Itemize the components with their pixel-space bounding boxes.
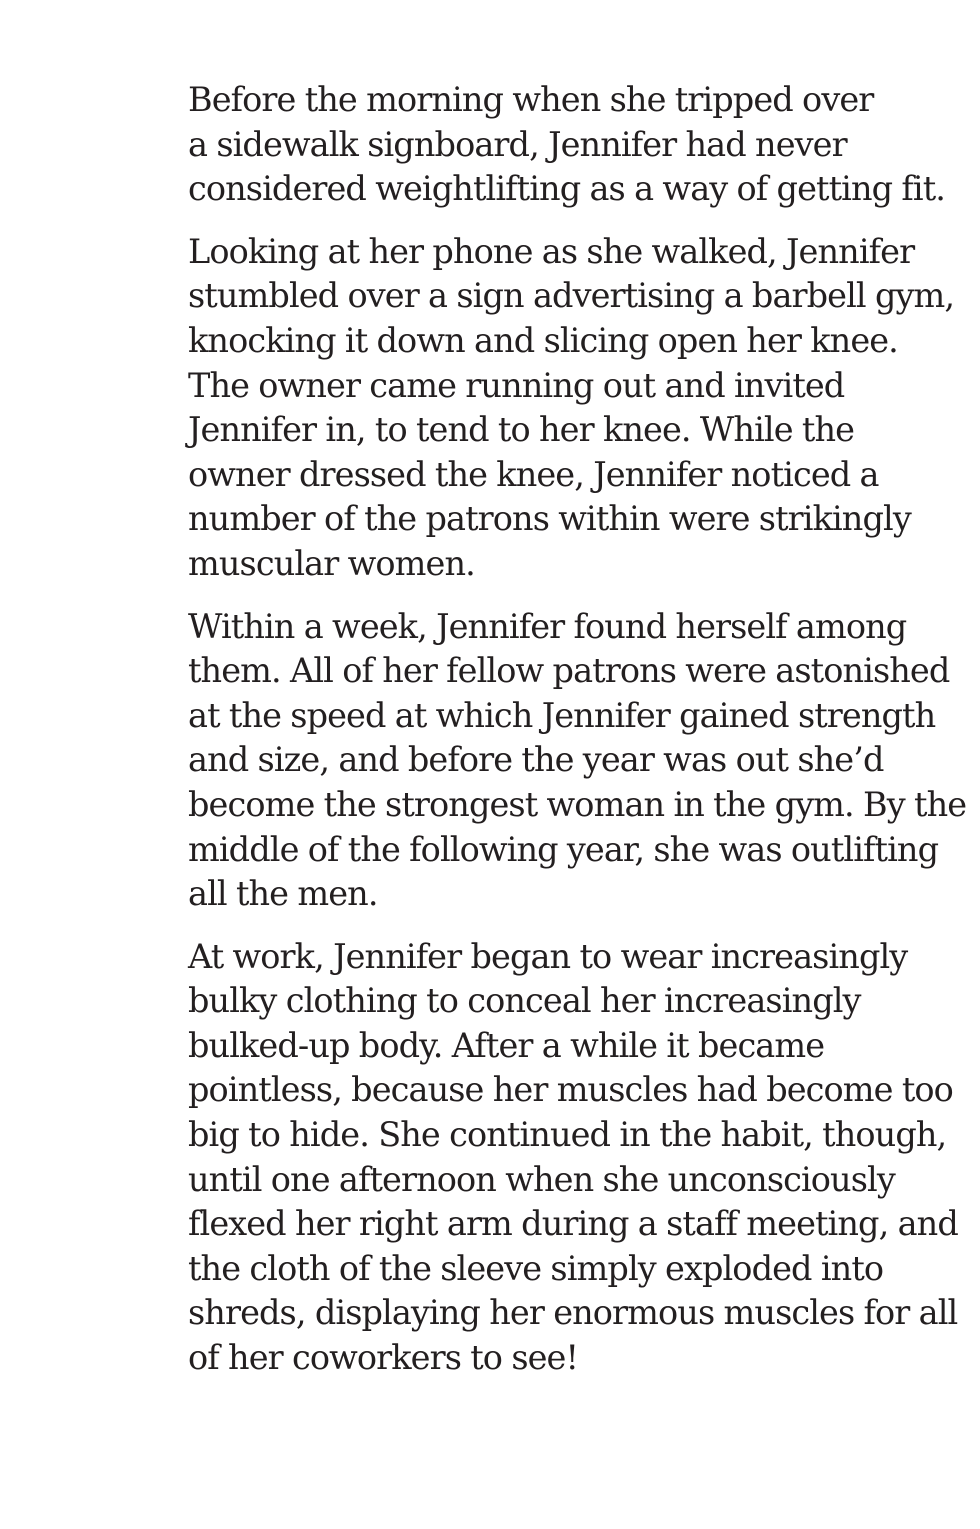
text-line: Looking at her phone as she walked, Jennifer	[188, 231, 915, 271]
text-line: until one afternoon when she unconsciously	[188, 1159, 895, 1199]
text-line: number of the patrons within were strikingly	[188, 499, 911, 539]
text-line: middle of the following year, she was outlifting	[188, 829, 939, 869]
text-line: them. All of her fellow patrons were astonished	[188, 651, 950, 691]
text-line: owner dressed the knee, Jennifer noticed a	[188, 454, 879, 494]
text-line: and size, and before the year was out she’d	[188, 740, 884, 780]
text-line: Within a week, Jennifer found herself among	[188, 606, 907, 646]
paragraph-3	[188, 605, 967, 917]
text-line: Before the morning when she tripped over	[188, 80, 874, 119]
text-line: a sidewalk signboard, Jennifer had never	[188, 124, 847, 164]
text-line: bulked-up body. After a while it became	[188, 1025, 825, 1065]
text-line: The owner came running out and invited	[188, 365, 845, 405]
text-line: become the strongest woman in the gym. By the	[188, 784, 967, 824]
text-line: shreds, displaying her enormous muscles for all	[188, 1293, 958, 1333]
text-line: pointless, because her muscles had become too	[188, 1070, 953, 1110]
story-text	[188, 78, 967, 1381]
paragraph-4	[188, 935, 958, 1381]
text-line: flexed her right arm during a staff meeting, and	[188, 1204, 958, 1244]
text-line: all the men.	[188, 874, 378, 914]
text-line: At work, Jennifer began to wear increasingly	[188, 936, 908, 976]
text-line: Jennifer in, to tend to her knee. While the	[188, 410, 855, 450]
paragraph-1	[188, 78, 946, 212]
text-line: stumbled over a sign advertising a barbell gym,	[188, 276, 955, 316]
text-line: considered weightlifting as a way of getting fit.	[188, 169, 946, 209]
text-line: of her coworkers to see!	[188, 1338, 579, 1378]
text-line: big to hide. She continued in the habit, though,	[188, 1115, 947, 1155]
text-line: bulky clothing to conceal her increasingly	[188, 981, 861, 1021]
text-line: knocking it down and slicing open her knee.	[188, 320, 898, 360]
text-line: muscular women.	[188, 543, 475, 583]
paragraph-2	[188, 230, 955, 587]
text-line: the cloth of the sleeve simply exploded into	[188, 1248, 884, 1288]
text-line: at the speed at which Jennifer gained strength	[188, 695, 936, 735]
